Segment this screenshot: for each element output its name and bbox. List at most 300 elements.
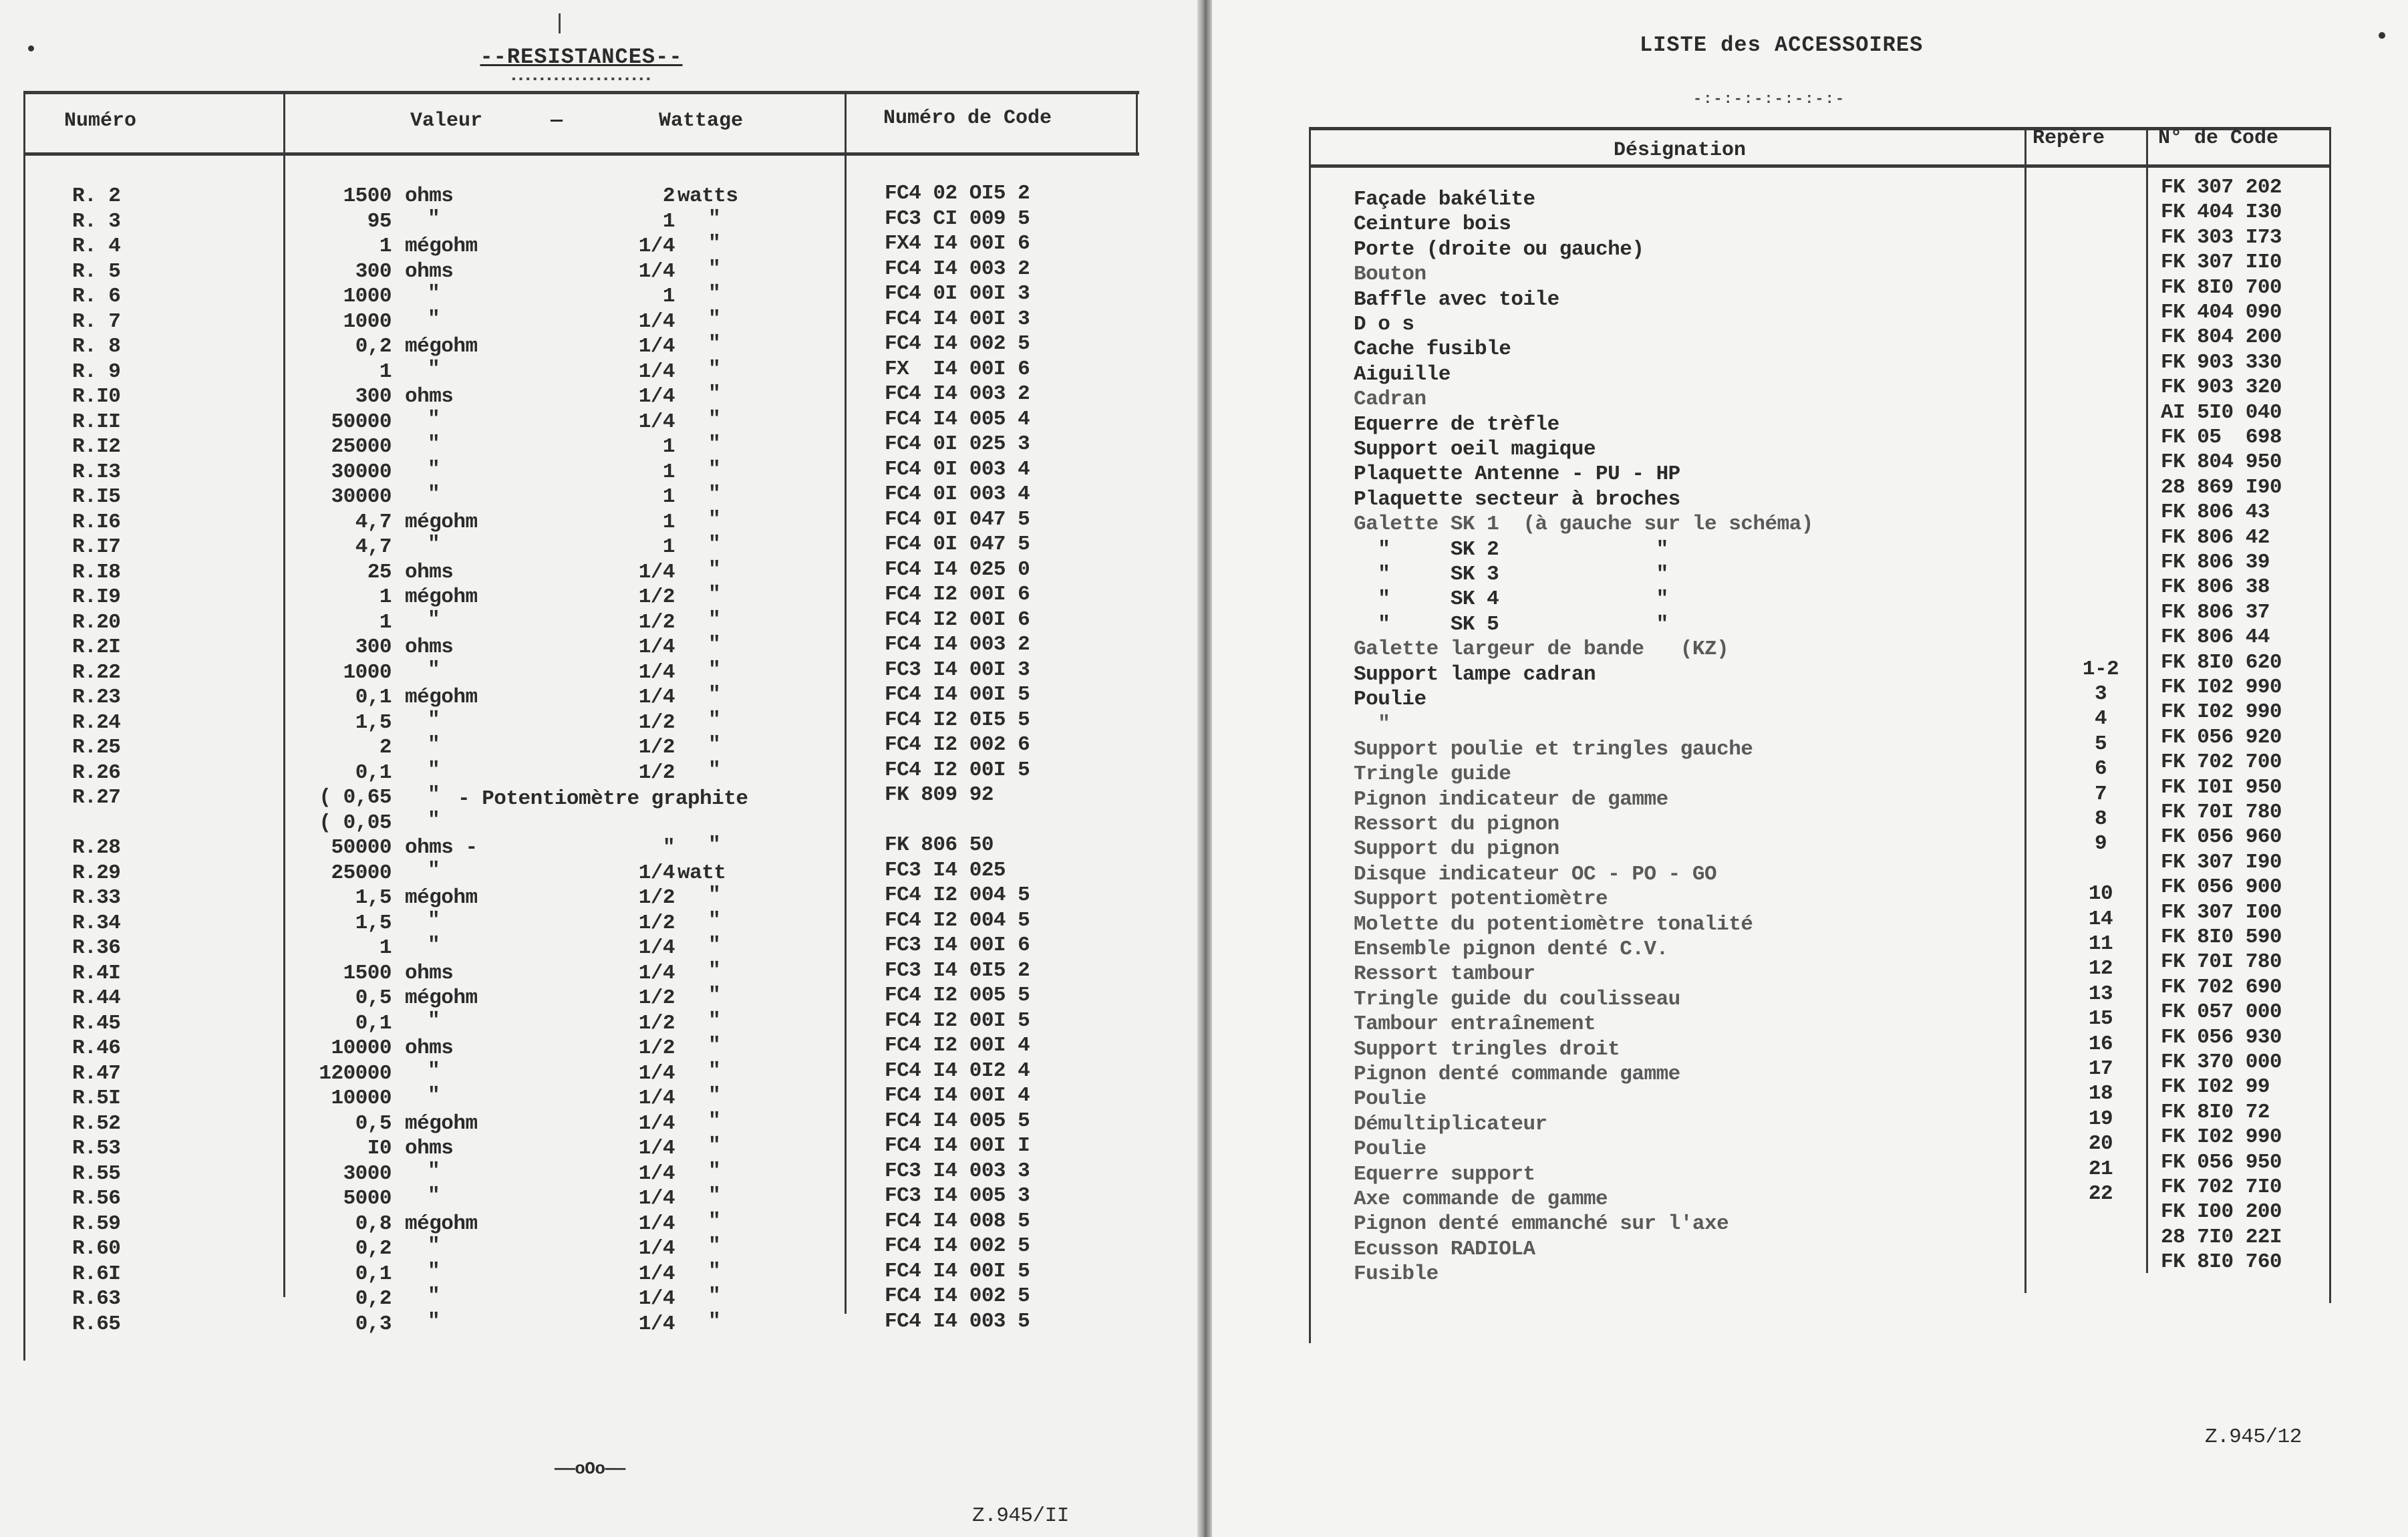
wattage-unit: "	[708, 683, 721, 706]
table-right-border	[2329, 127, 2331, 1303]
wattage-unit: "	[708, 307, 721, 331]
resistance-unit: ohms	[405, 1036, 454, 1060]
wattage-unit: "	[708, 583, 721, 606]
header-bottom-border	[1309, 164, 2331, 168]
repere-number: 14	[2088, 907, 2113, 931]
accessory-designation: Poulie	[1354, 1137, 1426, 1161]
code-number: FC4 02 OI5 2	[885, 182, 1030, 205]
resistor-number: R.4I	[72, 961, 121, 985]
code-number: FC4 I4 00I 4	[885, 1084, 1030, 1107]
wattage-unit: "	[708, 883, 721, 907]
code-number: FC4 I4 002 5	[885, 332, 1030, 356]
accessory-code: FK 404 I30	[2161, 200, 2282, 225]
resistor-number: R. 3	[72, 209, 121, 233]
accessory-code: FK 8I0 760	[2161, 1250, 2282, 1274]
resistance-unit: mégohm	[405, 335, 478, 358]
wattage-value: 1/4	[638, 1237, 675, 1260]
resistor-number: R.I0	[72, 385, 121, 408]
wattage-unit: "	[708, 833, 721, 857]
code-number: FX I4 00I 6	[885, 357, 1030, 381]
code-number: FC4 I4 025 0	[885, 557, 1030, 581]
accessory-code: FK 804 200	[2161, 325, 2282, 350]
resistor-number: R.I5	[72, 485, 121, 509]
wattage-unit: watts	[678, 184, 738, 208]
accessory-code: AI 5I0 040	[2161, 400, 2282, 424]
accessory-designation: " SK 3 "	[1354, 563, 1668, 586]
page-title: LISTE des ACCESSOIRES	[1640, 33, 1924, 57]
accessory-designation: Tringle guide	[1354, 762, 1511, 787]
page-reference: Z.945/II	[972, 1504, 1069, 1528]
resistance-value: 1500	[343, 961, 392, 985]
wattage-unit: "	[708, 934, 721, 957]
page-title: --RESISTANCES--	[480, 45, 683, 69]
repere-number: 9	[2094, 832, 2107, 856]
resistance-value: 300	[355, 259, 392, 283]
resistance-unit: ohms	[405, 259, 454, 283]
code-number: FC4 I4 00I I	[885, 1134, 1030, 1157]
resistance-unit: ohms	[405, 385, 454, 408]
resistor-number: R.I6	[72, 510, 121, 534]
header-code: N° de Code	[2158, 127, 2279, 150]
accessory-code: FK 05 698	[2161, 426, 2282, 449]
code-number: FC4 I2 00I 5	[885, 758, 1030, 782]
resistance-unit: "	[428, 533, 440, 556]
resistance-value: 300	[355, 385, 392, 408]
accessory-code: FK 307 I90	[2161, 850, 2282, 874]
wattage-value: 1/4	[638, 410, 675, 434]
resistance-unit: "	[428, 1259, 440, 1283]
accessory-designation: Aiguille	[1354, 362, 1451, 386]
resistance-value: 50000	[331, 836, 392, 859]
title-underline: ▪▪▪▪▪▪▪▪▪▪▪▪▪▪▪▪▪▪▪▪	[510, 74, 653, 86]
accessory-designation: Support lampe cadran	[1354, 662, 1596, 686]
resistor-number: R.46	[72, 1036, 121, 1060]
wattage-unit: "	[708, 1084, 721, 1107]
accessory-code: FK 370 000	[2161, 1051, 2282, 1074]
wattage-value: 1/2	[638, 736, 675, 759]
resistor-number: R.I7	[72, 535, 121, 559]
resistance-value: 1500	[343, 184, 392, 208]
wattage-value: 1	[662, 285, 675, 308]
header-dash: —	[551, 110, 563, 132]
accessory-designation: Support oeil magique	[1354, 438, 1596, 461]
accessory-designation: Poulie	[1354, 1087, 1426, 1111]
wattage-value: "	[662, 836, 675, 859]
accessory-code: FK 702 700	[2161, 750, 2282, 775]
resistance-value: 0,3	[355, 1312, 392, 1336]
resistance-unit: "	[428, 457, 440, 481]
accessory-designation: Ressort tambour	[1354, 962, 1535, 986]
wattage-value: 1/4	[638, 1187, 675, 1210]
wattage-value: 1/4	[638, 1061, 675, 1085]
wattage-value: 1/2	[638, 1036, 675, 1060]
repere-number: 6	[2094, 757, 2107, 781]
resistance-unit: "	[428, 432, 440, 456]
accessory-code: FK 806 37	[2161, 600, 2270, 624]
resistor-number: R.20	[72, 610, 121, 634]
repere-number: 20	[2088, 1132, 2113, 1156]
resistance-value: 120000	[319, 1061, 392, 1085]
resistance-unit: mégohm	[405, 986, 478, 1010]
resistance-unit: "	[428, 908, 440, 932]
resistor-number: R.55	[72, 1161, 121, 1185]
wattage-unit: "	[708, 332, 721, 356]
resistance-value: 1,5	[355, 710, 392, 734]
code-number: FC4 I2 00I 6	[885, 583, 1030, 606]
wattage-value: 1/4	[638, 1161, 675, 1185]
resistor-number: R. 6	[72, 285, 121, 308]
repere-number: 22	[2088, 1182, 2113, 1206]
wattage-unit: "	[708, 1109, 721, 1133]
table-top-border	[23, 91, 1139, 94]
resistance-value: 50000	[331, 410, 392, 434]
resistance-value: 0,8	[355, 1212, 392, 1236]
wattage-value: 1/4	[638, 1137, 675, 1160]
resistor-number: R.28	[72, 836, 121, 859]
accessory-code: FK 903 320	[2161, 376, 2282, 400]
wattage-unit: "	[708, 206, 721, 231]
wattage-value: 1/4	[638, 686, 675, 709]
repere-number: 11	[2088, 932, 2113, 956]
wattage-value: 1/2	[638, 886, 675, 910]
accessory-designation: Démultiplicateur	[1354, 1112, 1547, 1136]
repere-number: 16	[2088, 1032, 2113, 1056]
repere-number: 21	[2088, 1157, 2113, 1181]
resistance-unit: "	[428, 1184, 440, 1208]
wattage-unit: "	[708, 958, 721, 982]
accessory-designation: Pignon indicateur de gamme	[1354, 787, 1668, 811]
wattage-unit: "	[708, 432, 721, 456]
resistor-number: R.23	[72, 686, 121, 709]
resistance-unit: "	[428, 1084, 440, 1107]
accessory-code: FK 806 43	[2161, 501, 2270, 525]
accessory-code: FK 056 960	[2161, 825, 2282, 849]
resistance-value: 10000	[331, 1036, 392, 1060]
code-number: FC4 I4 008 5	[885, 1209, 1030, 1233]
resistance-unit: "	[428, 783, 440, 807]
resistance-unit: mégohm	[405, 510, 478, 534]
title-decoration: -:-:-:-:-:-:-:-	[1693, 91, 1846, 108]
resistance-unit: "	[428, 482, 440, 506]
wattage-value: 1/4	[638, 636, 675, 659]
header-repere: Repère	[2033, 127, 2105, 150]
resistance-value: 1000	[343, 309, 392, 333]
resistance-value: ( 0,65	[319, 786, 392, 809]
resistance-unit: "	[428, 307, 440, 331]
resistor-number: R.I8	[72, 560, 121, 584]
accessory-designation: Poulie	[1354, 688, 1426, 711]
resistance-unit: ohms	[405, 636, 454, 659]
resistance-value: 1000	[343, 285, 392, 308]
resistor-number: R. 8	[72, 335, 121, 358]
code-number: FC4 I2 002 6	[885, 733, 1030, 756]
accessory-code: FK 307 I00	[2161, 900, 2282, 924]
code-number: FC3 CI 009 5	[885, 206, 1030, 231]
accessories-page	[1212, 0, 2408, 1537]
wattage-unit: "	[708, 1259, 721, 1283]
resistance-value: 10000	[331, 1087, 392, 1110]
resistor-number: R.I3	[72, 460, 121, 484]
resistance-value: 1000	[343, 660, 392, 684]
resistance-value: 1	[379, 360, 392, 384]
resistance-value: 0,1	[355, 760, 392, 785]
wattage-unit: "	[708, 482, 721, 506]
header-numero: Numéro	[64, 110, 137, 132]
resistance-value: 1,5	[355, 911, 392, 935]
resistance-value: 0,1	[355, 686, 392, 709]
accessory-designation: Axe commande de gamme	[1354, 1187, 1608, 1211]
accessory-code: FK 8I0 620	[2161, 650, 2282, 674]
accessory-designation: Cache fusible	[1354, 337, 1511, 362]
accessory-code: FK 70I 780	[2161, 801, 2282, 824]
code-number: FC4 I2 00I 6	[885, 607, 1030, 632]
resistances-page	[0, 0, 1197, 1537]
wattage-unit: "	[708, 1008, 721, 1032]
resistor-number: R. 4	[72, 235, 121, 258]
wattage-value: 1/4	[638, 235, 675, 258]
table-left-border	[1309, 127, 1311, 1343]
header-designation: Désignation	[1613, 139, 1747, 162]
header-valeur: Valeur	[410, 110, 483, 132]
header-wattage: Wattage	[659, 110, 744, 132]
wattage-unit: "	[708, 1309, 721, 1333]
wattage-value: 1/2	[638, 610, 675, 634]
accessory-code: FK 303 I73	[2161, 225, 2282, 249]
resistor-number: R.6I	[72, 1262, 121, 1286]
wattage-unit: watt	[678, 861, 726, 885]
accessory-code: FK I02 990	[2161, 676, 2282, 699]
wattage-unit: "	[708, 232, 721, 255]
accessory-designation: Plaquette Antenne - PU - HP	[1354, 462, 1680, 486]
accessory-code: 28 7I0 22I	[2161, 1225, 2282, 1249]
code-number: FC4 I4 003 2	[885, 257, 1030, 281]
wattage-value: 1/4	[638, 660, 675, 684]
resistance-value: ( 0,05	[319, 811, 392, 835]
resistor-number: R.47	[72, 1061, 121, 1085]
resistance-unit: ohms	[405, 184, 454, 208]
resistance-unit: "	[428, 407, 440, 431]
wattage-unit: "	[708, 984, 721, 1007]
stray-mark	[28, 45, 34, 51]
resistance-value: 4,7	[355, 510, 392, 534]
wattage-unit: "	[708, 457, 721, 481]
resistor-number: R.26	[72, 760, 121, 785]
resistance-unit: mégohm	[405, 585, 478, 609]
accessory-code: FK 903 330	[2161, 350, 2282, 374]
code-number: FC4 I2 00I 4	[885, 1034, 1030, 1057]
resistance-value: 1	[379, 235, 392, 258]
code-number: FC4 I4 00I 3	[885, 307, 1030, 331]
accessory-code: FK 702 7I0	[2161, 1175, 2282, 1199]
accessory-code: FK 8I0 72	[2161, 1100, 2270, 1124]
accessory-designation: Disque indicateur OC - PO - GO	[1354, 862, 1717, 886]
accessory-designation: Tambour entraînement	[1354, 1012, 1596, 1036]
resistor-number: R.53	[72, 1137, 121, 1160]
wattage-unit: "	[708, 257, 721, 281]
wattage-value: 2	[662, 184, 675, 208]
accessory-designation: " SK 4 "	[1354, 587, 1668, 611]
resistance-unit: "	[428, 658, 440, 682]
resistance-value: 30000	[331, 460, 392, 484]
code-number: FC4 0I 00I 3	[885, 282, 1030, 305]
accessory-code: FK I0I 950	[2161, 775, 2282, 799]
wattage-unit: "	[708, 407, 721, 431]
page-reference: Z.945/12	[2205, 1425, 2302, 1449]
resistor-number: R.22	[72, 660, 121, 684]
wattage-unit: "	[708, 658, 721, 682]
repere-number: 13	[2088, 982, 2113, 1006]
resistor-number: R.34	[72, 911, 121, 935]
repere-number: 7	[2094, 782, 2107, 806]
accessory-code: FK 056 950	[2161, 1150, 2282, 1174]
repere-number: 4	[2094, 707, 2107, 731]
wattage-value: 1	[662, 209, 675, 233]
wattage-value: 1/4	[638, 360, 675, 384]
resistor-number: R.44	[72, 986, 121, 1010]
code-number: FK 809 92	[885, 783, 994, 807]
wattage-unit: "	[708, 533, 721, 556]
wattage-value: 1/2	[638, 760, 675, 785]
code-number: FC4 I4 00I 5	[885, 1259, 1030, 1283]
accessory-code: FK 806 42	[2161, 525, 2270, 549]
accessory-code: FK 8I0 700	[2161, 275, 2282, 299]
resistance-unit: "	[428, 858, 440, 882]
resistance-value: 0,1	[355, 1011, 392, 1035]
column-divider	[2146, 127, 2148, 1273]
repere-number: 5	[2094, 732, 2107, 756]
resistor-number: R.24	[72, 710, 121, 734]
accessory-designation: " SK 2 "	[1354, 537, 1668, 561]
wattage-value: 1	[662, 510, 675, 534]
wattage-value: 1/4	[638, 936, 675, 960]
accessory-designation: Ressort du pignon	[1354, 813, 1559, 836]
accessory-code: FK 702 690	[2161, 975, 2282, 999]
resistance-value: 0,1	[355, 1262, 392, 1286]
resistor-number: R.59	[72, 1212, 121, 1236]
wattage-value: 1/4	[638, 309, 675, 333]
wattage-value: 1/4	[638, 560, 675, 584]
wattage-unit: "	[708, 633, 721, 656]
resistance-unit: mégohm	[405, 1212, 478, 1236]
wattage-unit: "	[708, 758, 721, 782]
accessory-designation: Porte (droite ou gauche)	[1354, 237, 1644, 261]
resistance-unit: "	[428, 1284, 440, 1308]
resistance-value: I0	[367, 1137, 392, 1160]
wattage-value: 1/4	[638, 1212, 675, 1236]
code-number: FC4 I4 005 4	[885, 407, 1030, 431]
resistance-unit: "	[428, 1234, 440, 1258]
accessory-code: FK 70I 780	[2161, 950, 2282, 974]
accessory-code: FK 804 950	[2161, 450, 2282, 474]
accessory-code: FK 806 44	[2161, 625, 2270, 650]
accessory-code: FK I02 990	[2161, 1125, 2282, 1149]
repere-number: 17	[2088, 1057, 2113, 1081]
accessory-designation: Molette du potentiomètre tonalité	[1354, 912, 1753, 936]
code-number: FC4 I2 00I 5	[885, 1008, 1030, 1032]
resistance-value: 5000	[343, 1187, 392, 1210]
wattage-unit: "	[708, 1209, 721, 1233]
resistor-number: R.45	[72, 1011, 121, 1035]
accessory-designation: Bouton	[1354, 263, 1426, 287]
resistance-unit: "	[428, 357, 440, 381]
resistor-number: R.65	[72, 1312, 121, 1336]
wattage-value: 1/4	[638, 1262, 675, 1286]
resistance-value: 25000	[331, 435, 392, 458]
accessory-code: FK 056 930	[2161, 1025, 2282, 1049]
resistor-number: R.63	[72, 1287, 121, 1310]
wattage-value: 1/2	[638, 1011, 675, 1035]
code-number: FC4 0I 003 4	[885, 457, 1030, 481]
accessory-designation: Support poulie et tringles gauche	[1354, 737, 1753, 761]
header-bottom-border	[23, 152, 1139, 156]
code-number: FC4 0I 003 4	[885, 482, 1030, 506]
code-number: FC4 I4 002 5	[885, 1284, 1030, 1308]
wattage-unit: "	[708, 1059, 721, 1083]
repere-number: 12	[2088, 957, 2113, 981]
accessory-designation: Galette SK 1 (à gauche sur le schéma)	[1354, 513, 1813, 537]
resistor-number: R.II	[72, 410, 121, 434]
accessory-designation: Support potentiomètre	[1354, 887, 1608, 912]
resistance-value: 1	[379, 585, 392, 609]
code-number: FC4 I4 003 2	[885, 633, 1030, 656]
resistor-number: R.2I	[72, 636, 121, 659]
wattage-value: 1/2	[638, 986, 675, 1010]
code-number: FC4 I4 005 5	[885, 1109, 1030, 1133]
resistance-value: 0,2	[355, 1287, 392, 1310]
wattage-value: 1/2	[638, 710, 675, 734]
accessory-designation: Ceinture bois	[1354, 213, 1511, 237]
resistance-value: 95	[367, 209, 392, 233]
resistance-unit: ohms	[405, 1137, 454, 1160]
resistor-number: R.52	[72, 1111, 121, 1135]
resistor-number: R.5I	[72, 1087, 121, 1110]
resistance-value: 2	[379, 736, 392, 759]
resistor-number: R.29	[72, 861, 121, 885]
resistor-number: R.33	[72, 886, 121, 910]
wattage-unit: "	[708, 733, 721, 756]
accessory-code: FK I02 99	[2161, 1075, 2270, 1099]
accessory-code: FK 404 090	[2161, 301, 2282, 324]
accessory-designation: Tringle guide du coulisseau	[1354, 987, 1680, 1011]
resistor-number: R.I9	[72, 585, 121, 609]
resistance-unit: mégohm	[405, 235, 478, 258]
wattage-value: 1/4	[638, 385, 675, 408]
resistor-number: R.27	[72, 786, 121, 809]
resistance-unit: ohms	[405, 961, 454, 985]
accessory-designation: Galette largeur de bande (KZ)	[1354, 638, 1729, 662]
resistance-unit: "	[428, 206, 440, 231]
code-number: FC3 I4 025	[885, 858, 1006, 882]
accessory-designation: Support du pignon	[1354, 837, 1559, 861]
accessory-code: FK I02 990	[2161, 700, 2282, 724]
wattage-unit: "	[708, 1184, 721, 1208]
accessory-code: FK 307 II0	[2161, 251, 2282, 275]
repere-number: 19	[2088, 1107, 2113, 1131]
repere-number: 1-2	[2082, 657, 2119, 681]
wattage-value: 1/4	[638, 1111, 675, 1135]
end-mark: ——oOo——	[555, 1459, 625, 1479]
accessory-code: FK 307 202	[2161, 176, 2282, 199]
resistance-unit: "	[428, 733, 440, 756]
wattage-unit: "	[708, 507, 721, 531]
repere-number: 10	[2088, 882, 2113, 906]
code-number: FC4 I2 004 5	[885, 908, 1030, 932]
wattage-unit: "	[708, 1284, 721, 1308]
wattage-value: 1/4	[638, 335, 675, 358]
wattage-value: 1	[662, 435, 675, 458]
accessory-designation: Ensemble pignon denté C.V.	[1354, 938, 1668, 961]
resistance-value: 1,5	[355, 886, 392, 910]
